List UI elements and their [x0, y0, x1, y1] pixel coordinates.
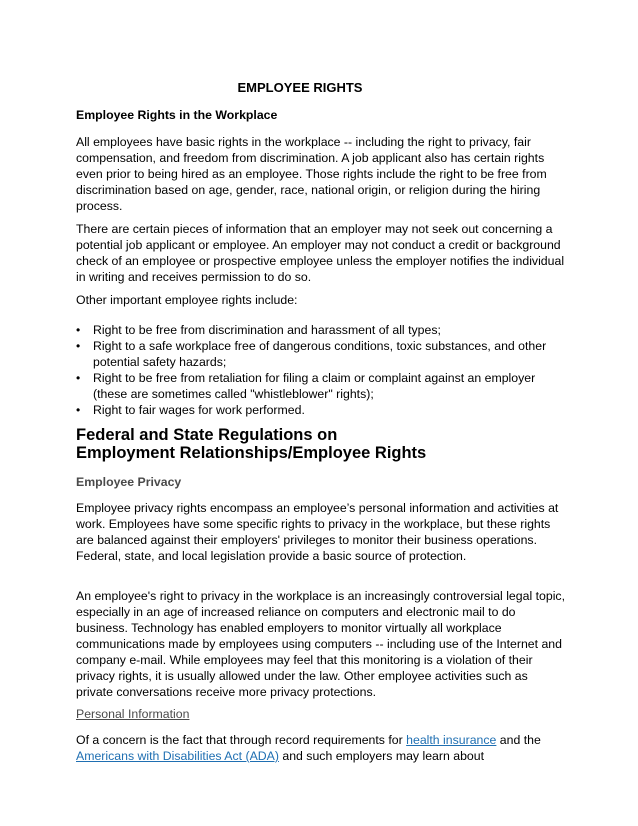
section2-heading: Federal and State Regulations on Employment Relationships/Employee Rights	[76, 426, 427, 462]
employee-privacy-subheading: Employee Privacy	[76, 475, 182, 489]
rights-bullet-list	[76, 322, 568, 418]
section1-paragraph-1: All employees have basic rights in the workplace -- including the right to privacy, fair compensation, and freedom from discrimination. A job applicant also has certain rights even prior to being hired as an employee. Those rights include the right to be free from discrimination based on age, gender, race, national origin, or religion during the hiring process.	[76, 135, 547, 213]
section2-paragraph-1: Employee privacy rights encompass an employee’s personal information and activities at work. Employees have some specific rights to privacy in the workplace, but these rights are balanced against their employers' privileges to monitor their business operations. Federal, state, and local legislation provide a basic source of protection.	[76, 501, 559, 563]
list-item	[76, 402, 568, 418]
section1-heading: Employee Rights in the Workplace	[76, 108, 278, 122]
section1-paragraph-2: There are certain pieces of information that an employer may not seek out concerning a potential job applicant or employee. An employer may not conduct a credit or background check of an employee or prospective employee unless the employer notifies the individual in writing and receives permission to do so.	[76, 222, 565, 284]
paragraph-text: and such employers may learn about	[278, 749, 485, 763]
bullet-text: Right to fair wages for work performed.	[93, 403, 305, 417]
paragraph-text: Of a concern is the fact that through record requirements for	[76, 733, 407, 747]
ada-link[interactable]: Americans with Disabilities Act (ADA)	[76, 749, 279, 763]
bullet-text: Right to be free from discrimination and harassment of all types;	[93, 323, 441, 337]
bullet-icon: •	[76, 323, 81, 337]
paragraph-text: and the	[496, 733, 541, 747]
health-insurance-link[interactable]: health insurance	[406, 733, 497, 747]
list-item	[76, 370, 568, 402]
section1-paragraph-3: Other important employee rights include:	[76, 293, 298, 307]
personal-information-label: Personal Information	[76, 707, 190, 721]
document-title: EMPLOYEE RIGHTS	[237, 80, 363, 95]
section2-paragraph-3	[76, 732, 568, 764]
bullet-icon: •	[76, 371, 81, 385]
bullet-icon: •	[76, 339, 81, 353]
list-item	[76, 338, 568, 370]
bullet-text: Right to a safe workplace free of dangerous conditions, toxic substances, and other potential safety hazards;	[93, 339, 547, 369]
section2-paragraph-2: An employee's right to privacy in the workplace is an increasingly controversial legal topic, especially in an age of increased reliance on computers and electronic mail to do business. Technology has enabled employers to monitor virtually all workplace communications made by employees using computers -- including use of the Internet and company e-mail. While employees may feel that this monitoring is a violation of their privacy rights, it is usually allowed under the law. Other employee activities such as private conversations receive more privacy protections.	[76, 589, 565, 699]
bullet-icon: •	[76, 403, 81, 417]
bullet-text: Right to be free from retaliation for filing a claim or complaint against an employer (these are sometimes called "whistleblower" rights);	[93, 371, 536, 401]
list-item	[76, 322, 568, 338]
